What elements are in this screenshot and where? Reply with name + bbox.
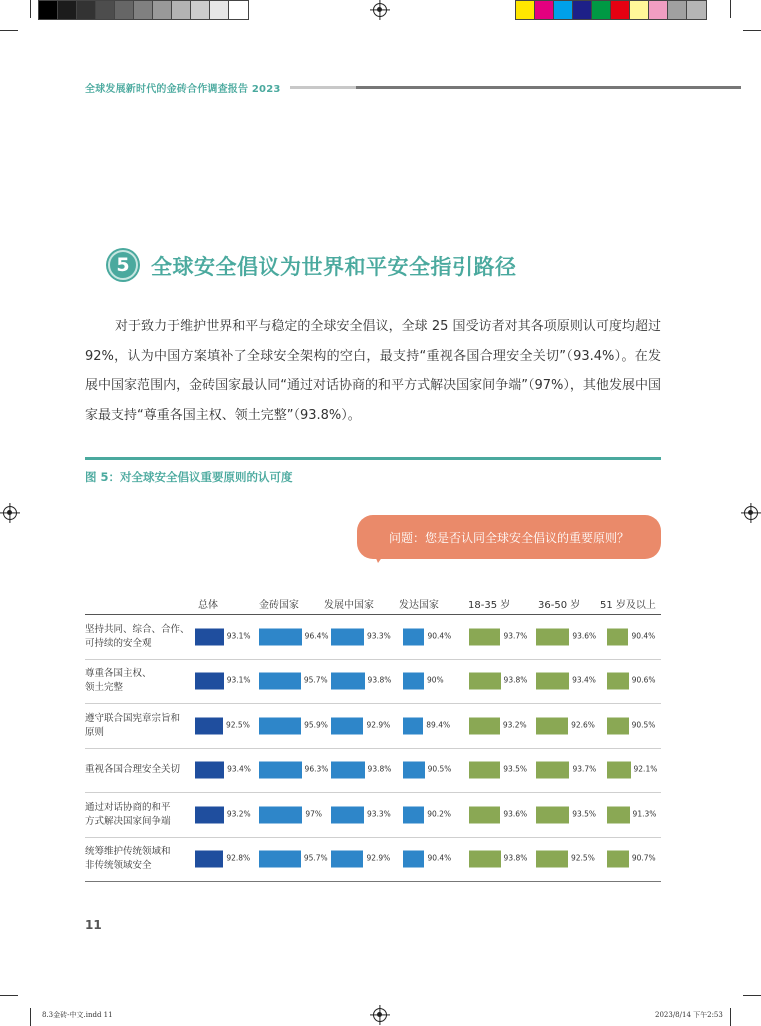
table-row	[85, 749, 661, 794]
bar-value-label: 90.4%	[427, 631, 452, 641]
column-header: 18-35 岁	[468, 600, 511, 611]
bar	[403, 762, 425, 779]
bar	[259, 762, 302, 779]
registration-mark-left-icon	[3, 506, 17, 520]
color-swatch	[611, 1, 630, 19]
bar	[469, 806, 500, 823]
row-label: 重视各国合理安全关切	[85, 764, 181, 776]
gray-swatch	[134, 1, 153, 19]
file-slug: 8.3金砖-中文.indd 11	[42, 1011, 113, 1019]
bar-value-label: 93.8%	[503, 675, 528, 685]
process-color-bar	[515, 0, 707, 20]
column-header: 51 岁及以上	[600, 600, 656, 611]
gray-swatch	[58, 1, 77, 19]
bar	[536, 628, 569, 645]
crop-mark	[743, 995, 761, 996]
bar-value-label: 90.4%	[631, 631, 656, 641]
bar	[195, 628, 224, 645]
gray-swatch	[172, 1, 191, 19]
bar	[536, 717, 568, 734]
crop-mark	[30, 0, 31, 18]
page-number: 11	[85, 918, 102, 932]
bar	[403, 717, 423, 734]
bar	[607, 762, 631, 779]
table-row	[85, 704, 661, 749]
bar-value-label: 90.6%	[631, 675, 656, 685]
gray-swatch	[96, 1, 115, 19]
bar-value-label: 93.8%	[367, 764, 392, 774]
gray-swatch	[191, 1, 210, 19]
section-title: 全球安全倡议为世界和平安全指引路径	[151, 255, 517, 279]
bar	[259, 717, 301, 734]
bar-value-label: 95.7%	[303, 853, 328, 863]
bar-value-label: 90.7%	[631, 853, 656, 863]
bar-value-label: 90.4%	[427, 853, 452, 863]
gray-swatch	[77, 1, 96, 19]
bar-value-label: 93.6%	[572, 631, 597, 641]
bar-value-label: 96.3%	[304, 764, 329, 774]
table-row	[85, 793, 661, 838]
bar	[607, 806, 630, 823]
gray-swatch	[229, 1, 248, 19]
row-label: 遵守联合国宪章宗旨和 原则	[85, 712, 181, 738]
bar	[403, 851, 424, 868]
bar-value-label: 90.2%	[427, 809, 452, 819]
color-swatch	[573, 1, 592, 19]
bar-value-label: 93.8%	[503, 853, 528, 863]
bar-value-label: 89.4%	[426, 720, 451, 730]
registration-mark-bottom-icon	[373, 1008, 387, 1022]
gray-swatch	[153, 1, 172, 19]
column-header: 发达国家	[399, 600, 439, 611]
registration-mark-right-icon	[744, 506, 758, 520]
bar-value-label: 92.8%	[226, 853, 251, 863]
bar-value-label: 93.1%	[226, 675, 251, 685]
bar	[259, 806, 302, 823]
crop-mark	[0, 30, 18, 31]
figure-rule	[85, 457, 661, 460]
crop-mark	[0, 995, 18, 996]
bar	[195, 673, 224, 690]
bar	[469, 628, 500, 645]
color-swatch	[535, 1, 554, 19]
approval-table	[85, 595, 661, 882]
bar-value-label: 92.5%	[571, 853, 595, 863]
column-header: 金砖国家	[259, 600, 299, 611]
bar-value-label: 90%	[427, 675, 444, 685]
crop-mark	[730, 0, 731, 18]
crop-mark	[743, 30, 761, 31]
body-paragraph: 对于致力于维护世界和平与稳定的全球安全倡议，全球 25 国受访者对其各项原则认可度均超过 92%，认为中国方案填补了全球安全架构的空白，最支持“重视各国合理安全关切”（93.4%）。在发展中国家范围内，金砖国家最认同“通过对话协商的和平方式解决国家间争端”（97%），其他发展中国家最支持“尊重各国主权、领土完整”（93.8%）。	[85, 319, 661, 423]
bar-value-label: 93.2%	[502, 720, 527, 730]
bar	[607, 851, 629, 868]
bar-value-label: 93.3%	[366, 631, 391, 641]
question-speech-bubble	[357, 515, 661, 559]
section-number-badge: 5	[108, 250, 138, 280]
question-text: 问题：您是否认同全球安全倡议的重要原则？	[388, 530, 629, 545]
bar	[607, 673, 629, 690]
table-row	[85, 660, 661, 705]
bar-value-label: 92.9%	[366, 853, 391, 863]
bar-value-label: 91.3%	[632, 809, 657, 819]
crop-mark	[30, 1008, 31, 1026]
color-swatch	[592, 1, 611, 19]
bar-value-label: 93.7%	[572, 764, 597, 774]
bar-value-label: 93.2%	[226, 809, 251, 819]
bar	[331, 762, 365, 779]
bar	[469, 762, 500, 779]
bar	[469, 673, 501, 690]
bar	[195, 717, 223, 734]
bar-value-label: 92.1%	[633, 764, 658, 774]
bar	[536, 851, 568, 868]
header-rule-dark	[356, 86, 741, 89]
bar-value-label: 93.3%	[366, 809, 391, 819]
column-header: 36-50 岁	[538, 600, 581, 611]
grayscale-color-bar	[38, 0, 249, 20]
gray-swatch	[115, 1, 134, 19]
row-label: 坚持共同、综合、合作、 可持续的安全观	[85, 623, 190, 649]
color-swatch	[554, 1, 573, 19]
bar	[195, 762, 224, 779]
bar	[331, 673, 365, 690]
bar-value-label: 92.5%	[226, 720, 250, 730]
table-body	[85, 615, 661, 882]
bar	[195, 806, 224, 823]
header-rule-light	[290, 86, 356, 89]
bar	[403, 806, 424, 823]
bar	[331, 628, 364, 645]
bar-value-label: 93.8%	[367, 675, 392, 685]
column-header: 发展中国家	[324, 600, 374, 611]
bar-value-label: 95.9%	[304, 720, 328, 730]
bar	[259, 628, 302, 645]
gray-swatch	[39, 1, 58, 19]
bar	[607, 717, 629, 734]
bar	[469, 717, 500, 734]
running-head: 全球发展新时代的金砖合作调查报告 2023	[85, 84, 281, 95]
bar-value-label: 92.9%	[366, 720, 391, 730]
color-swatch	[649, 1, 668, 19]
crop-mark	[730, 1008, 731, 1026]
figure-caption: 图 5：对全球安全倡议重要原则的认可度	[85, 470, 293, 484]
bar-value-label: 93.1%	[226, 631, 251, 641]
bar	[331, 806, 364, 823]
bar-value-label: 93.7%	[503, 631, 528, 641]
table-row	[85, 838, 661, 883]
timestamp-slug: 2023/8/14 下午2:53	[655, 1011, 723, 1019]
registration-mark-top-icon	[373, 3, 387, 17]
color-swatch	[687, 1, 706, 19]
bar-value-label: 95.7%	[303, 675, 328, 685]
color-swatch	[668, 1, 687, 19]
bar	[331, 851, 363, 868]
bar-value-label: 93.4%	[572, 675, 596, 685]
bar	[403, 628, 424, 645]
bar	[607, 628, 628, 645]
bar-value-label: 93.5%	[503, 764, 528, 774]
gray-swatch	[210, 1, 229, 19]
row-label: 统筹维护传统领域和 非传统领域安全	[85, 846, 171, 872]
bar	[403, 673, 424, 690]
row-label: 通过对话协商的和平 方式解决国家间争端	[85, 801, 171, 827]
bar	[536, 806, 569, 823]
bar-value-label: 93.6%	[503, 809, 528, 819]
row-label: 尊重各国主权、 领土完整	[85, 668, 152, 694]
bar	[536, 762, 569, 779]
table-row	[85, 615, 661, 660]
bar-value-label: 92.6%	[571, 720, 595, 730]
color-swatch	[516, 1, 535, 19]
bar-value-label: 90.5%	[427, 764, 452, 774]
bar	[331, 717, 363, 734]
bar-value-label: 93.4%	[227, 764, 251, 774]
bar-value-label: 96.4%	[304, 631, 329, 641]
bar-value-label: 97%	[305, 809, 323, 819]
table-header	[85, 595, 661, 615]
bar	[536, 673, 569, 690]
bar-value-label: 93.5%	[572, 809, 597, 819]
bar	[259, 673, 301, 690]
bar-value-label: 90.5%	[631, 720, 656, 730]
bar	[259, 851, 301, 868]
column-header: 总体	[198, 600, 218, 611]
bar	[469, 851, 501, 868]
bar	[195, 851, 223, 868]
color-swatch	[630, 1, 649, 19]
